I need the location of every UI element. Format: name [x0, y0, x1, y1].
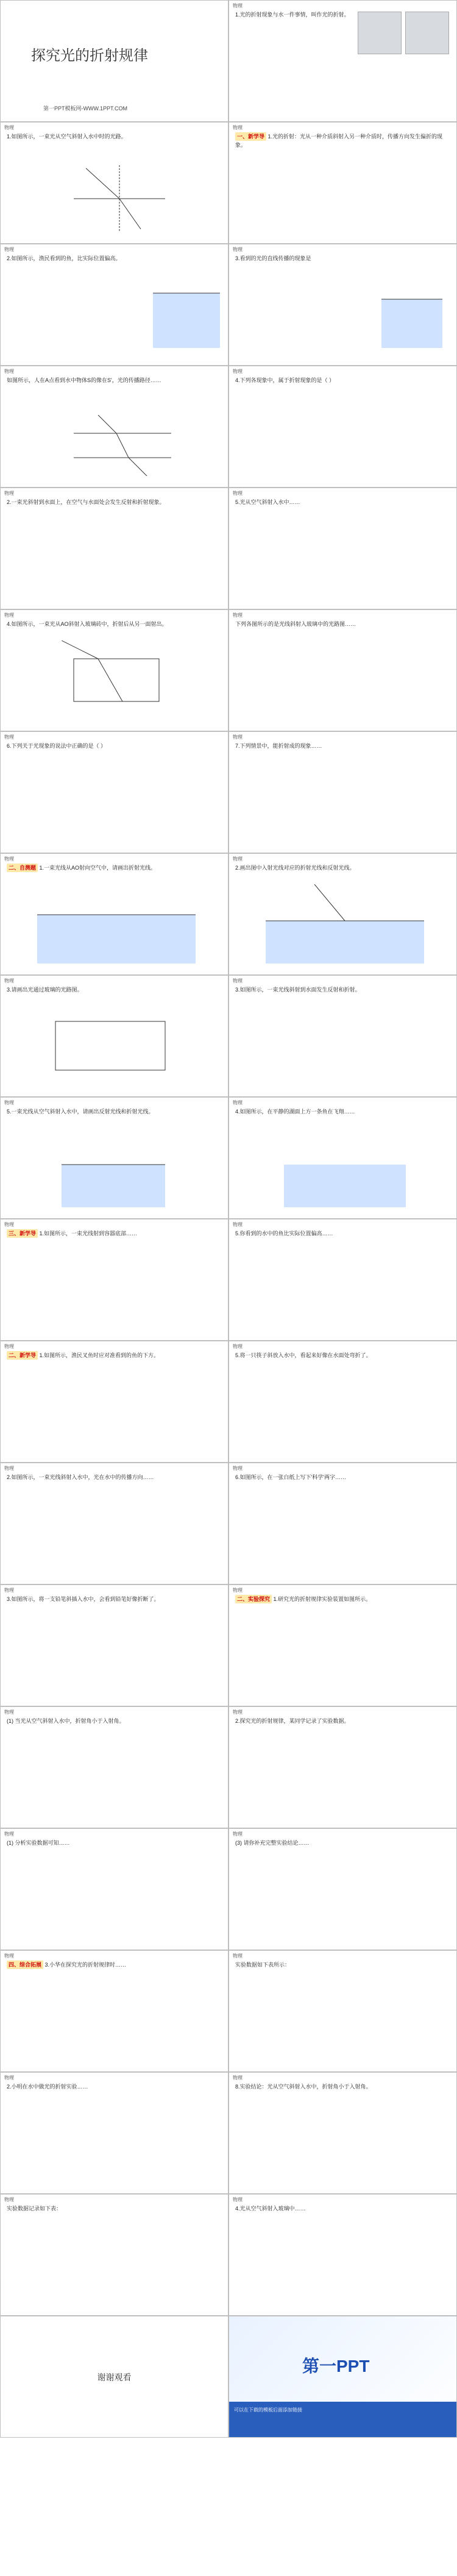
light-bulb-diagram [375, 263, 448, 354]
brand-strip: 可以在下载的模板后面添加链接 [229, 2402, 457, 2438]
slide-header: 物理 [4, 1709, 14, 1715]
slide-26 [228, 1463, 457, 1584]
slide-text: 4.如图所示，在平静的湖面上方一条鱼在飞翔…… [235, 1109, 355, 1115]
slide-header: 物理 [4, 978, 14, 984]
slide-32 [228, 1828, 457, 1950]
slide-12 [228, 609, 457, 731]
brand-logo: 第一PPT [302, 2357, 370, 2376]
refraction-diagram [74, 165, 165, 232]
slide-title [0, 0, 228, 122]
slide-text: 1.光的折射现象与水一件事情，叫作光的折射。 [235, 12, 350, 18]
slide-header: 物理 [4, 2197, 14, 2202]
slide-35 [0, 2072, 228, 2194]
slide-text: 5.一束光线从空气斜射入水中，请画出反射光线和折射光线。 [7, 1109, 154, 1115]
slide-15 [0, 853, 228, 975]
slide-19 [0, 1097, 228, 1219]
slide-3 [0, 122, 228, 244]
section-tag: 一、新学导 [235, 132, 266, 141]
slide-37 [0, 2194, 228, 2316]
slide-text: 3.看到的光的直线传播的现象是 [235, 255, 311, 261]
slide-text: 3.如图所示，将一支铅笔斜插入水中，会看到铅笔好像折断了。 [7, 1596, 160, 1602]
slide-header: 物理 [4, 856, 14, 862]
slide-header: 物理 [4, 1344, 14, 1349]
slide-20 [228, 1097, 457, 1219]
slide-text: 1.一束光线从AO射向空气中，请画出折射光线。 [39, 865, 157, 871]
slide-text: 7.下列情景中，能折射成的现象…… [235, 743, 322, 749]
slide-23 [0, 1341, 228, 1463]
slide-18 [228, 975, 457, 1097]
slide-text: (1) 分析实验数据可知…… [7, 1840, 70, 1846]
slide-header: 物理 [233, 491, 243, 496]
slide-header: 物理 [4, 125, 14, 130]
slide-header: 物理 [233, 1953, 243, 1959]
slide-header: 物理 [233, 978, 243, 984]
slide-header: 物理 [233, 612, 243, 618]
slide-text: 6.下列关于光现象的说法中正确的是（ ） [7, 743, 107, 749]
slide-header: 物理 [233, 247, 243, 252]
slide-24 [228, 1341, 457, 1463]
glass-refraction-diagram [74, 415, 171, 476]
slide-31 [0, 1828, 228, 1950]
slide-text: 1.光的折射：光从一种介质斜射入另一种介质时，传播方向发生偏折的现象。 [235, 133, 443, 148]
slide-6 [228, 244, 457, 366]
slide-text: 2.如图所示，渔民看到的鱼，比实际位置偏高。 [7, 255, 121, 261]
brand-banner [229, 2316, 457, 2438]
presentation-title: 探究光的折射规律 [31, 48, 148, 64]
section-tag: 三、新学导 [7, 1229, 38, 1238]
slide-header: 物理 [4, 2075, 14, 2081]
slide-header: 物理 [233, 3, 243, 9]
thanks-text: 谢谢观看 [97, 2372, 132, 2382]
slide-38 [228, 2194, 457, 2316]
slide-17 [0, 975, 228, 1097]
slide-22 [228, 1219, 457, 1341]
slide-text: 1.如图所示，渔民叉鱼时应对准看到的鱼的下方。 [39, 1352, 160, 1358]
section-tag: 二、自测题 [7, 864, 38, 872]
slide-header: 物理 [233, 1222, 243, 1227]
slide-text: 6.如图所示，在一张白纸上写下'科学'两字…… [235, 1474, 346, 1480]
slide-header: 物理 [4, 1953, 14, 1959]
slide-text: 8.实验结论：光从空气斜射入水中，折射角小于入射角。 [235, 2084, 372, 2090]
slide-brand [228, 2316, 457, 2438]
slide-27 [0, 1584, 228, 1706]
lake-diagram [284, 1152, 406, 1207]
slide-text: 1.如图所示，一束光从空气斜射入水中时的光路。 [7, 133, 127, 140]
slide-25 [0, 1463, 228, 1584]
slide-header: 物理 [4, 1831, 14, 1837]
slide-header: 物理 [233, 734, 243, 740]
slide-header: 物理 [233, 1588, 243, 1593]
slide-header: 物理 [233, 1831, 243, 1837]
slide-text: 下列各图所示的是光线斜射入玻璃中的光路图…… [235, 621, 356, 627]
slide-text: 2.如图所示，一束光线斜射入水中，光在水中的传播方向…… [7, 1474, 154, 1480]
slide-4 [228, 122, 457, 244]
slide-header: 物理 [233, 2197, 243, 2202]
glass-block-diagram [62, 640, 171, 720]
slide-text: 4.如图所示，一束光从AO斜射入玻璃砖中，折射后从另一面射出。 [7, 621, 168, 627]
slide-text: 2.画出图中入射光线对应的折射光线和反射光线。 [235, 865, 355, 871]
slide-21 [0, 1219, 228, 1341]
slide-header: 物理 [4, 1100, 14, 1105]
slide-text: 2.一束光斜射到水面上，在空气与水面处会发生反射和折射现象。 [7, 499, 165, 505]
slide-text: 5.你看到的水中的鱼比实际位置偏高…… [235, 1230, 333, 1237]
slide-text: 实验数据记录如下表： [7, 2205, 62, 2212]
water-container-diagram [37, 890, 196, 963]
slide-text: 3.请画出光通过玻璃的光路图。 [7, 987, 83, 993]
slide-text: 3.如图所示，一束光线斜射到水面发生反射和折射。 [235, 987, 361, 993]
slide-text: 2.探究光的折射规律，某同学记录了实验数据。 [235, 1718, 350, 1724]
slide-text: 4.下列各现象中，属于折射现象的是（ ） [235, 377, 335, 383]
slide-29 [0, 1706, 228, 1828]
slide-30 [228, 1706, 457, 1828]
slide-header: 物理 [233, 369, 243, 374]
slide-header: 物理 [4, 1222, 14, 1227]
slide-header: 物理 [4, 734, 14, 740]
slide-header: 物理 [233, 1709, 243, 1715]
slide-thanks [0, 2316, 228, 2438]
slide-11 [0, 609, 228, 731]
slide-34 [228, 1950, 457, 2072]
slide-text: 实验数据如下表所示： [235, 1962, 291, 1968]
slide-10 [228, 488, 457, 609]
slide-5 [0, 244, 228, 366]
slide-text: 3.小华在探究光的折射规律时…… [44, 1962, 127, 1968]
experiment-images [358, 12, 449, 54]
slide-14 [228, 731, 457, 853]
slide-text: 4.光从空气斜射入玻璃中…… [235, 2205, 306, 2212]
slide-28 [228, 1584, 457, 1706]
slide-header: 物理 [233, 1100, 243, 1105]
slide-header: 物理 [4, 247, 14, 252]
slide-33 [0, 1950, 228, 2072]
presentation-subtitle: 第一PPT模板网-WWW.1PPT.COM [43, 105, 127, 112]
slide-header: 物理 [233, 1466, 243, 1471]
slide-header: 物理 [4, 1466, 14, 1471]
slide-header: 物理 [4, 369, 14, 374]
slide-header: 物理 [4, 491, 14, 496]
slide-text: 如图所示，人在A点看到水中物体S的像在S'，光的传播路径…… [7, 377, 161, 383]
beaker-diagram [37, 1134, 190, 1207]
slide-16 [228, 853, 457, 975]
slide-13 [0, 731, 228, 853]
slide-text: 5.光从空气斜射入水中…… [235, 499, 300, 505]
slide-7 [0, 366, 228, 488]
slide-36 [228, 2072, 457, 2194]
slide-header: 物理 [233, 125, 243, 130]
slide-2 [228, 0, 457, 122]
slide-header: 物理 [4, 612, 14, 618]
slide-header: 物理 [233, 856, 243, 862]
section-tag: 二、实验探究 [235, 1595, 272, 1603]
slide-8 [228, 366, 457, 488]
slide-text: 1.研究光的折射规律实验装置如图所示。 [273, 1596, 372, 1602]
slide-text: 5.将一只筷子斜放入水中，看起来好像在水面处弯折了。 [235, 1352, 372, 1358]
slide-9 [0, 488, 228, 609]
section-tag: 二、新学导 [7, 1351, 38, 1360]
slide-text: 2.小明在水中做光的折射实验…… [7, 2084, 88, 2090]
slide-header: 物理 [4, 1588, 14, 1593]
fish-diagram [153, 269, 220, 348]
slide-header: 物理 [233, 1344, 243, 1349]
slide-text: (3) 请你补充完整实验结论…… [235, 1840, 310, 1846]
glass-slab-diagram [37, 1003, 183, 1088]
slide-text: (1) 当光从空气斜射入水中，折射角小于入射角。 [7, 1718, 125, 1724]
slide-header: 物理 [233, 2075, 243, 2081]
incident-ray-diagram [266, 884, 424, 963]
section-tag: 四、综合拓展 [7, 1960, 43, 1969]
slide-text: 1.如图所示，一束光线射到容器底部…… [39, 1230, 138, 1237]
